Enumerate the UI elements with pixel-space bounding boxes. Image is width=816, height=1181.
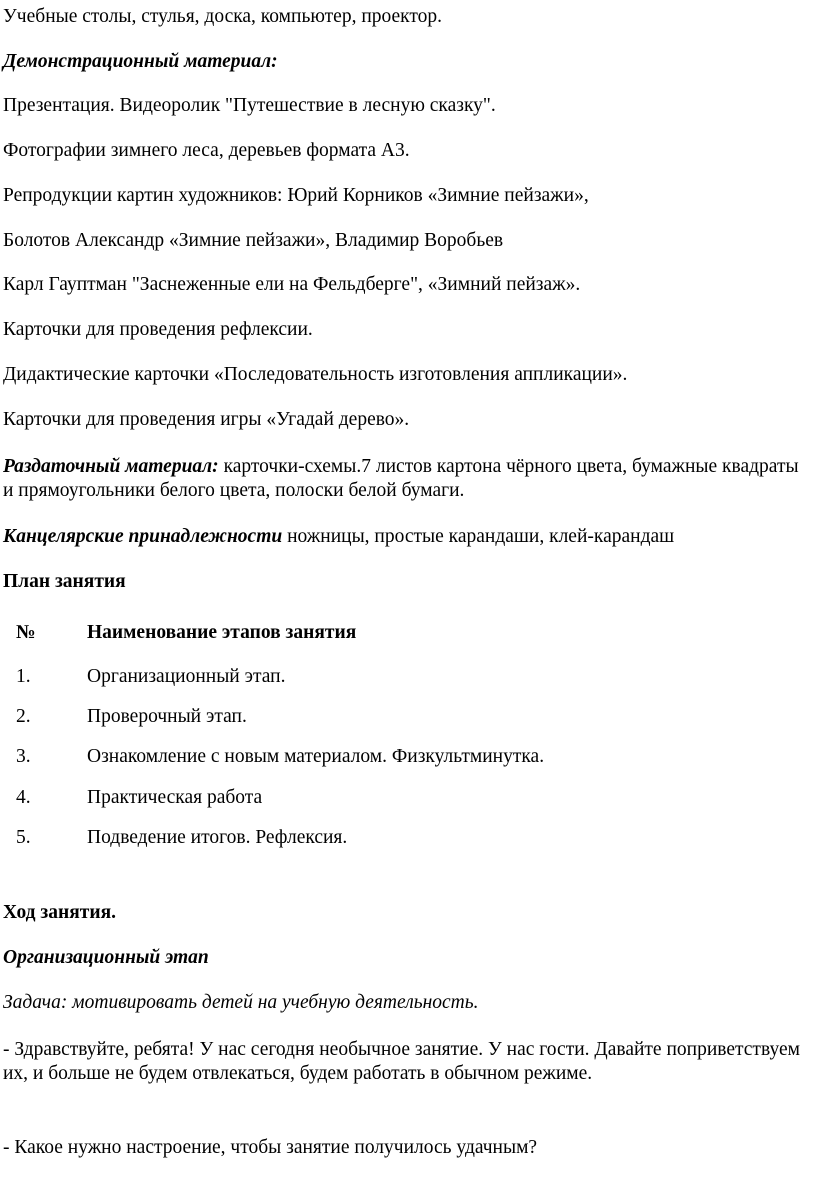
- plan-row-num: 4.: [16, 787, 31, 808]
- plan-header-row: [0, 621, 816, 645]
- course-title: Ход занятия.: [3, 902, 117, 923]
- demo-item: Фотографии зимнего леса, деревьев формата А3.: [3, 140, 410, 161]
- plan-row: [0, 826, 816, 850]
- plan-header-num: №: [16, 622, 36, 643]
- handout-label: Раздаточный материал:: [3, 456, 219, 477]
- demo-heading: Демонстрационный материал:: [3, 51, 278, 72]
- plan-row-name: Организационный этап.: [87, 666, 286, 687]
- question-text: - Какое нужно настроение, чтобы занятие получилось удачным?: [3, 1137, 538, 1158]
- demo-item: Карл Гауптман "Заснеженные ели на Фельдберге", «Зимний пейзаж».: [3, 274, 581, 295]
- handout-paragraph: [3, 455, 803, 503]
- plan-row: [0, 705, 816, 729]
- stationery-label: Канцелярские принадлежности: [3, 526, 283, 547]
- demo-item: Болотов Александр «Зимние пейзажи», Владимир Воробьев: [3, 230, 504, 251]
- plan-header-name: Наименование этапов занятия: [87, 622, 357, 643]
- plan-row: [0, 786, 816, 810]
- plan-title: План занятия: [3, 571, 126, 592]
- stationery-paragraph: [3, 525, 674, 549]
- demo-item: Карточки для проведения игры «Угадай дерево».: [3, 409, 410, 430]
- plan-row: [0, 745, 816, 769]
- plan-row-num: 1.: [16, 666, 31, 687]
- handout-text: карточки-схемы.7 листов картона чёрного цвета, бумажные квадраты и прямоугольники белого цвета, полоски белой бумаги.: [3, 456, 799, 501]
- demo-item: Дидактические карточки «Последовательность изготовления аппликации».: [3, 364, 628, 385]
- plan-row-name: Подведение итогов. Рефлексия.: [87, 827, 348, 848]
- stage-title: Организационный этап: [3, 947, 209, 968]
- demo-item: Карточки для проведения рефлексии.: [3, 319, 313, 340]
- greeting-paragraph: - Здравствуйте, ребята! У нас сегодня необычное занятие. У нас гости. Давайте поприветствуем их, и больше не будем отвлекаться, будем работать в обычном режиме.: [3, 1039, 800, 1084]
- demo-item: Презентация. Видеоролик "Путешествие в лесную сказку".: [3, 95, 496, 116]
- plan-row-name: Ознакомление с новым материалом. Физкультминутка.: [87, 746, 545, 767]
- plan-row-num: 5.: [16, 827, 31, 848]
- equipment-text: Учебные столы, стулья, доска, компьютер, проектор.: [3, 6, 443, 27]
- stationery-text: ножницы, простые карандаши, клей-карандаш: [282, 526, 675, 547]
- plan-row-name: Практическая работа: [87, 787, 263, 808]
- demo-item: Репродукции картин художников: Юрий Корников «Зимние пейзажи»,: [3, 185, 589, 206]
- plan-row: [0, 665, 816, 689]
- plan-row-num: 3.: [16, 746, 31, 767]
- task-text: Задача: мотивировать детей на учебную деятельность.: [3, 992, 479, 1013]
- plan-row-num: 2.: [16, 706, 31, 727]
- plan-row-name: Проверочный этап.: [87, 706, 247, 727]
